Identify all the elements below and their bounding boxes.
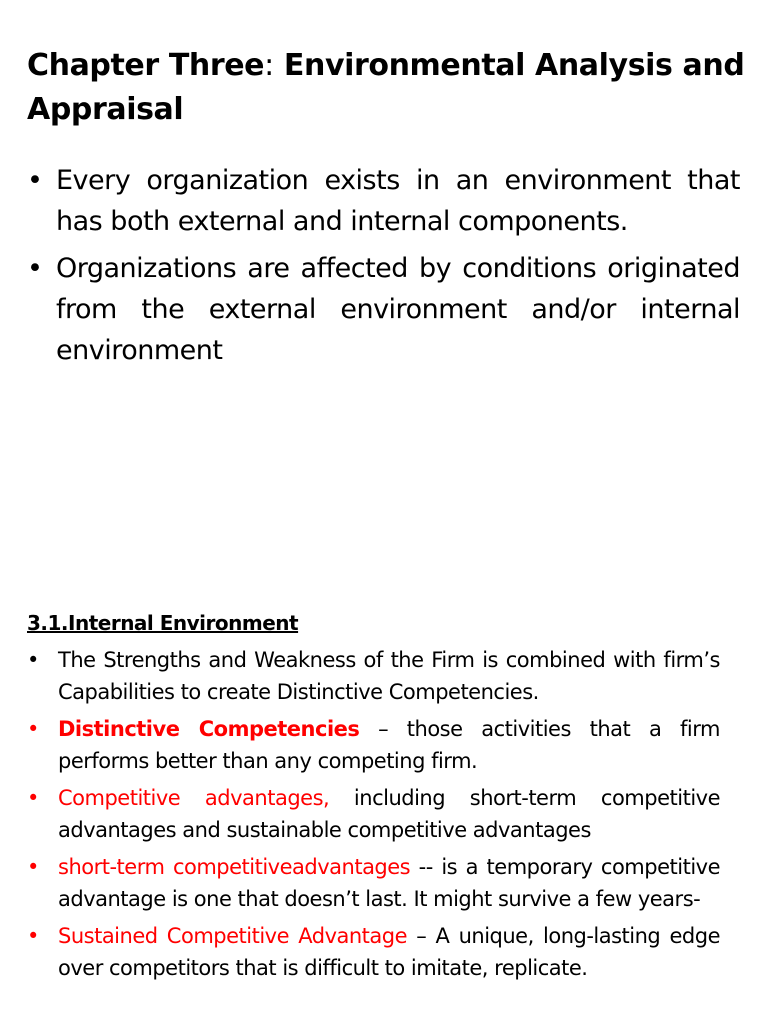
intro-bullet-item (27, 160, 740, 242)
bullet-text: -- is a temporary competitive advantage is one that doesn’t last. It might survive a few years- (58, 855, 720, 911)
title-part-b: Environmental Analysis and Appraisal (27, 48, 745, 127)
intro-bullet-list (27, 160, 740, 377)
term-highlight: Distinctive Competencies (58, 717, 360, 741)
term-highlight: Sustained Competitive Advantage (58, 924, 408, 948)
section-bullet-list (27, 644, 720, 989)
bullet-icon: • (27, 924, 39, 948)
bullet-icon: • (27, 648, 39, 672)
section-bullet-item (27, 782, 720, 846)
title-part-a: Chapter Three (27, 48, 265, 83)
term-highlight: short-term competitiveadvantages (58, 855, 411, 879)
bullet-text: including short-term competitive advantages and sustainable competitive advantages (58, 786, 720, 842)
term-highlight: Competitive advantages, (58, 786, 330, 810)
section-bullet-item (27, 920, 720, 984)
bullet-text: – A unique, long-lasting edge over competitors that is difficult to imitate, replicate. (58, 924, 720, 980)
intro-bullet-text: Every organization exists in an environment that has both external and internal components. (56, 165, 740, 237)
section-heading: 3.1.Internal Environment (27, 611, 299, 635)
bullet-icon: • (27, 855, 39, 879)
bullet-text: The Strengths and Weakness of the Firm is combined with firm’s Capabilities to create Distinctive Competencies. (58, 648, 720, 704)
bullet-icon: • (27, 717, 39, 741)
intro-bullet-item (27, 248, 740, 371)
section-bullet-item (27, 644, 720, 708)
section-bullet-item (27, 851, 720, 915)
title-colon: : (264, 48, 274, 83)
bullet-icon: • (27, 253, 43, 284)
bullet-text: – those activities that a firm performs better than any competing firm. (58, 717, 720, 773)
slide-title (27, 44, 747, 132)
intro-bullet-text: Organizations are affected by conditions originated from the external environment and/or internal environment (56, 253, 740, 366)
section-bullet-item (27, 713, 720, 777)
bullet-icon: • (27, 786, 39, 810)
bullet-icon: • (27, 165, 43, 196)
